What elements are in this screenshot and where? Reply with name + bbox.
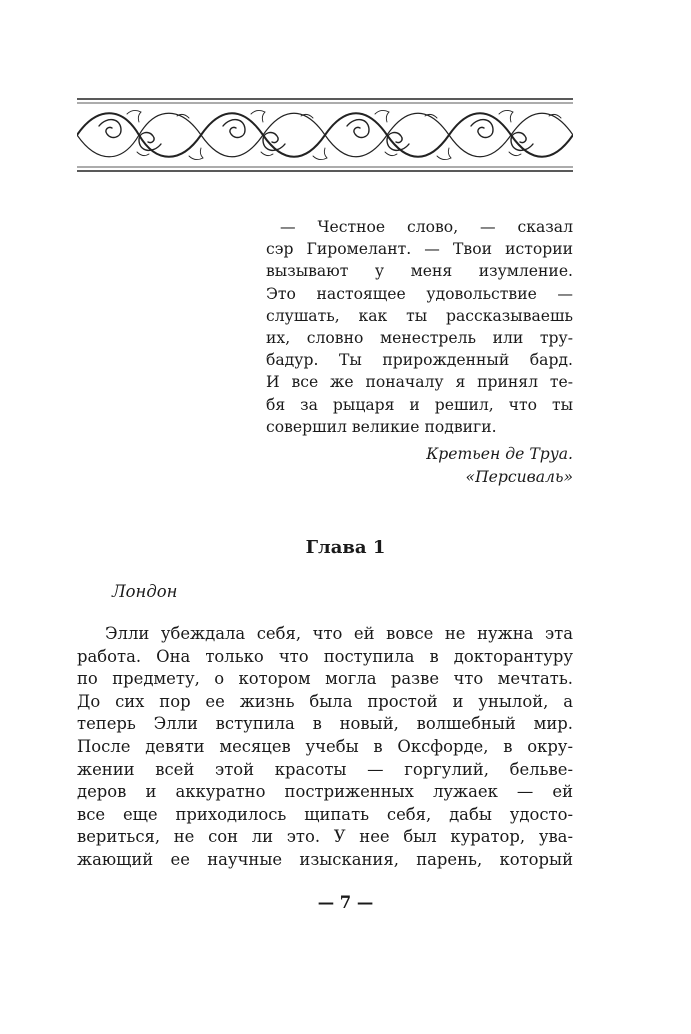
epigraph-line: сэр Гиромелант. — Твои истории (266, 240, 573, 259)
chapter-title: Глава 1 (305, 537, 386, 558)
body-text (77, 623, 573, 872)
epigraph-author: Кретьен де Труа. (426, 445, 573, 463)
epigraph-line: Это настоящее удовольствие — (266, 284, 573, 303)
body-line: жающий ее научные изыскания, парень, который (77, 849, 573, 869)
decorative-scroll-border (77, 96, 573, 174)
epigraph-text (266, 216, 573, 438)
epigraph-line: слушать, как ты рассказываешь (266, 306, 573, 325)
page-number: — 7 — (317, 893, 374, 912)
epigraph-line: И все же поначалу я принял те- (266, 373, 573, 392)
body-line: теперь Элли вступила в новый, волшебный мир. (77, 714, 573, 734)
body-line: деров и аккуратно постриженных лужаек — ей (77, 782, 573, 802)
epigraph-attribution (426, 443, 573, 489)
epigraph-line: совершил великие подвиги. (266, 417, 497, 436)
epigraph-line: вызывают у меня изумление. (266, 262, 573, 281)
body-line: После девяти месяцев учебы в Оксфорде, в окру- (77, 736, 573, 756)
epigraph-line: — Честное слово, — сказал (280, 218, 573, 236)
epigraph-work: «Персиваль» (465, 468, 573, 486)
body-line: по предмету, о котором могла разве что мечтать. (77, 669, 573, 689)
body-line: жении всей этой красоты — горгулий, бельве- (77, 759, 573, 779)
body-line: До сих пор ее жизнь была простой и унылой, а (77, 691, 573, 711)
body-line: работа. Она только что поступила в докторантуру (77, 646, 573, 666)
epigraph-line: их, словно менестрель или тру- (266, 329, 573, 348)
body-line: Элли убеждала себя, что ей вовсе не нужна эта (105, 624, 573, 643)
body-line: вериться, не сон ли это. У нее был куратор, ува- (77, 827, 573, 847)
chapter-location: Лондон (112, 582, 178, 601)
epigraph (266, 216, 573, 438)
epigraph-line: бя за рыцаря и решил, что ты (266, 395, 573, 414)
epigraph-line: бадур. Ты прирожденный бард. (266, 351, 573, 370)
body-line: все еще приходилось щипать себя, дабы удосто- (77, 804, 573, 824)
